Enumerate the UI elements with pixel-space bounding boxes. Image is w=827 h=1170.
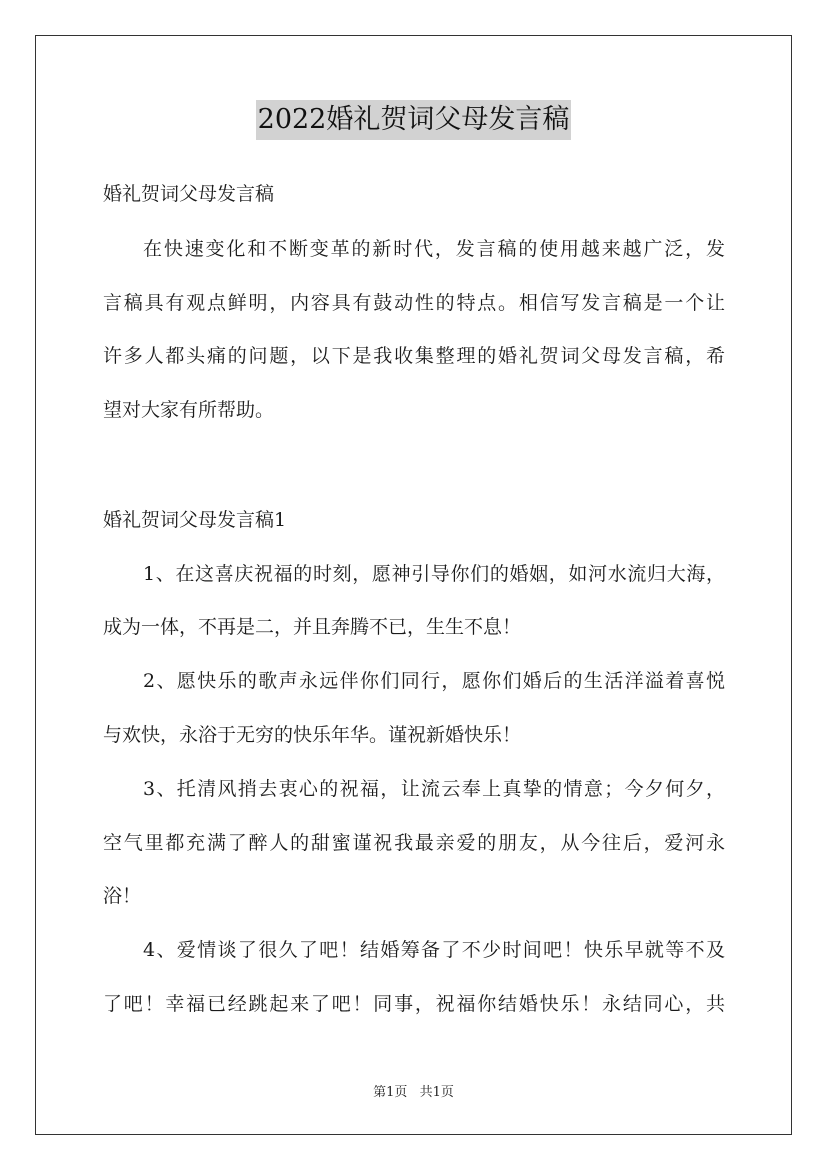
intro-line-2: 言稿具有观点鲜明，内容具有鼓动性的特点。相信写发言稿是一个让 bbox=[103, 292, 725, 314]
document-title: 2022婚礼贺词父母发言稿 bbox=[256, 100, 572, 140]
page-total: 共1页 bbox=[419, 1085, 454, 1100]
document-subtitle: 婚礼贺词父母发言稿 bbox=[103, 183, 275, 205]
item-4-line-2: 了吧！幸福已经跳起来了吧！同事，祝福你结婚快乐！永结同心，共 bbox=[103, 993, 725, 1015]
page-footer bbox=[0, 1084, 827, 1102]
item-2-line-2: 与欢快，永浴于无穷的快乐年华。谨祝新婚快乐！ bbox=[103, 724, 522, 746]
item-3-line-2: 空气里都充满了醉人的甜蜜谨祝我最亲爱的朋友，从今往后，爱河永 bbox=[103, 832, 725, 854]
item-3-line-1: 3、托清风捎去衷心的祝福，让流云奉上真挚的情意；今夕何夕， bbox=[143, 778, 725, 800]
item-2-line-1: 2、愿快乐的歌声永远伴你们同行，愿你们婚后的生活洋溢着喜悦 bbox=[143, 670, 725, 692]
title-wrap bbox=[0, 100, 827, 140]
item-4-line-1: 4、爱情谈了很久了吧！结婚筹备了不少时间吧！快乐早就等不及 bbox=[143, 939, 725, 961]
item-3-line-3: 浴！ bbox=[103, 885, 142, 907]
intro-line-4: 望对大家有所帮助。 bbox=[103, 399, 275, 421]
intro-line-1: 在快速变化和不断变革的新时代，发言稿的使用越来越广泛，发 bbox=[143, 238, 725, 260]
item-1-line-2: 成为一体，不再是二，并且奔腾不已，生生不息！ bbox=[103, 616, 522, 638]
item-1-line-1: 1、在这喜庆祝福的时刻，愿神引导你们的婚姻，如河水流归大海， bbox=[143, 563, 725, 585]
section-heading: 婚礼贺词父母发言稿1 bbox=[103, 509, 287, 531]
page-number: 第1页 bbox=[373, 1085, 408, 1100]
intro-line-3: 许多人都头痛的问题，以下是我收集整理的婚礼贺词父母发言稿，希 bbox=[103, 345, 725, 367]
